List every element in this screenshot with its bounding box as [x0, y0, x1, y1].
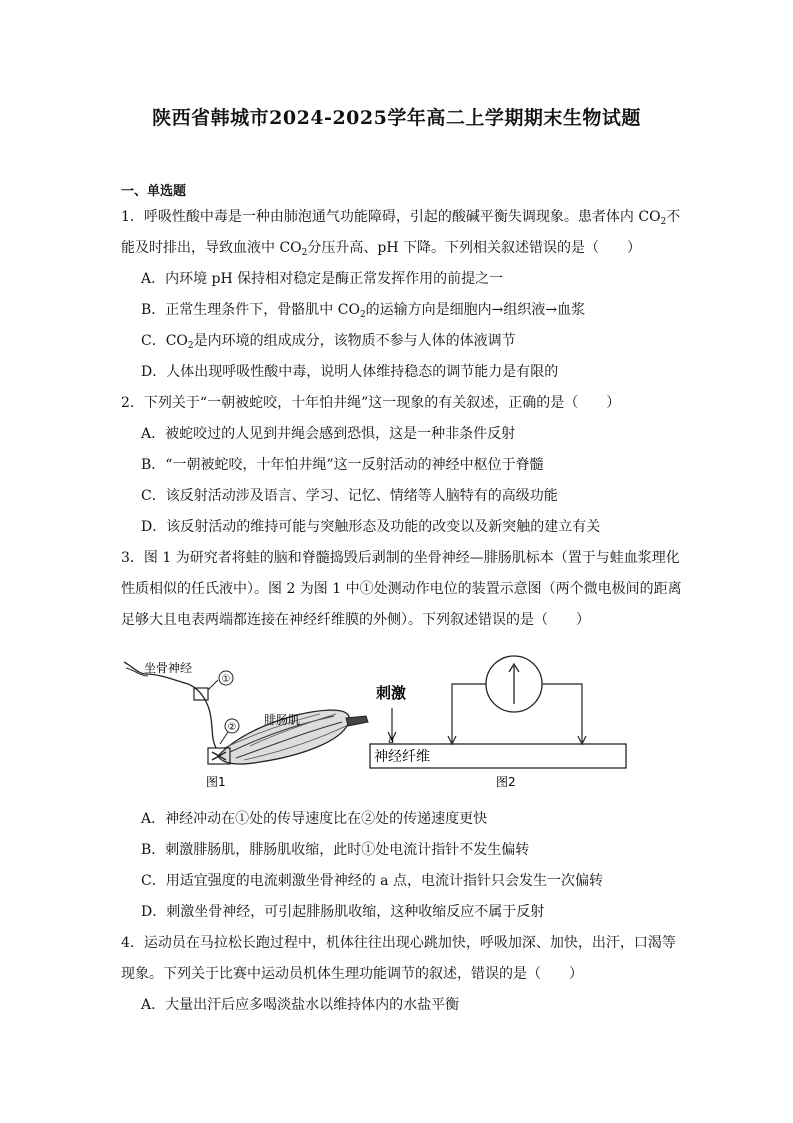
fig1-mark-2: ② [227, 722, 237, 733]
fig1-mark-1: ① [221, 674, 231, 685]
q4-option-a: A．大量出汗后应多喝淡盐水以维持体内的水盐平衡 [141, 997, 460, 1013]
q2-stem: 2．下列关于“一朝被蛇咬，十年怕井绳”这一现象的有关叙述，正确的是（ ） [121, 395, 621, 411]
fig1-caption: 图1 [206, 775, 226, 789]
q1-option-b: B．正常生理条件下，骨骼肌中 $CO_2$的运输方向是细胞内→组织液→血浆 [141, 302, 586, 320]
q4-stem-line2: 现象。下列关于比赛中运动员机体生理功能调节的叙述，错误的是（ ） [121, 966, 583, 982]
q1-option-d: D．人体出现呼吸性酸中毒，说明人体维持稳态的调节能力是有限的 [141, 364, 559, 380]
q2-option-d: D．该反射活动的维持可能与突触形态及功能的改变以及新突触的建立有关 [141, 519, 601, 535]
q4-stem-line1: 4．运动员在马拉松长跑过程中，机体往往出现心跳加快，呼吸加深、加快，出汗，口渴等 [121, 935, 676, 951]
q3-stem-line2: 性质相似的任氏液中）。图 2 为图 1 中①处测动作电位的装置示意图（两个微电极间的距离 [121, 581, 682, 597]
q2-option-c: C．该反射活动涉及语言、学习、记忆、情绪等人脑特有的高级功能 [141, 488, 558, 504]
q3-option-c: C．用适宜强度的电流刺激坐骨神经的 a 点，电流计指针只会发生一次偏转 [141, 873, 603, 889]
q2-option-b: B．“一朝被蛇咬，十年怕井绳”这一反射活动的神经中枢位于脊髓 [141, 457, 544, 473]
fig2-label-fiber: 神经纤维 [374, 749, 430, 765]
fig2-point-a: a [388, 735, 395, 746]
q3-option-b: B．刺激腓肠肌，腓肠肌收缩，此时①处电流计指针不发生偏转 [141, 842, 530, 858]
q3-figure [120, 652, 640, 794]
figure2-setup [370, 656, 626, 789]
q2-option-a: A．被蛇咬过的人见到井绳会感到恐惧，这是一种非条件反射 [141, 426, 516, 442]
fig1-label-muscle: 腓肠肌 [264, 713, 301, 727]
q3-stem-line1: 3．图 1 为研究者将蛙的脑和脊髓捣毁后剥制的坐骨神经—腓肠肌标本（置于与蛙血浆理化 [121, 550, 680, 566]
q3-option-a: A．神经冲动在①处的传导速度比在②处的传递速度更快 [141, 811, 488, 827]
page-title: 陕西省韩城市2024-2025学年高二上学期期末生物试题 [152, 107, 641, 129]
q1-option-c: C．$CO_2$是内环境的组成成分，该物质不参与人体的体液调节 [141, 333, 516, 351]
q1-option-a: A．内环境 pH 保持相对稳定是酶正常发挥作用的前提之一 [141, 271, 504, 287]
section-heading: 一、单选题 [121, 184, 187, 199]
q1-stem-line1: 1．呼吸性酸中毒是一种由肺泡通气功能障碍，引起的酸碱平衡失调现象。患者体内 $CO_2$不 [121, 209, 681, 227]
fig2-label-stimulus: 刺激 [376, 684, 407, 702]
q3-option-d: D．刺激坐骨神经，可引起腓肠肌收缩，这种收缩反应不属于反射 [141, 904, 545, 920]
fig2-caption: 图2 [496, 775, 516, 789]
fig1-label-nerve: 坐骨神经 [144, 661, 193, 675]
q3-stem-line3: 足够大且电表两端都连接在神经纤维膜的外侧）。下列叙述错误的是（ ） [121, 612, 590, 628]
q1-stem-line2: 能及时排出，导致血液中 $CO_2$分压升高、pH 下降。下列相关叙述错误的是（ ） [121, 240, 641, 258]
figure1-specimen [124, 660, 368, 789]
